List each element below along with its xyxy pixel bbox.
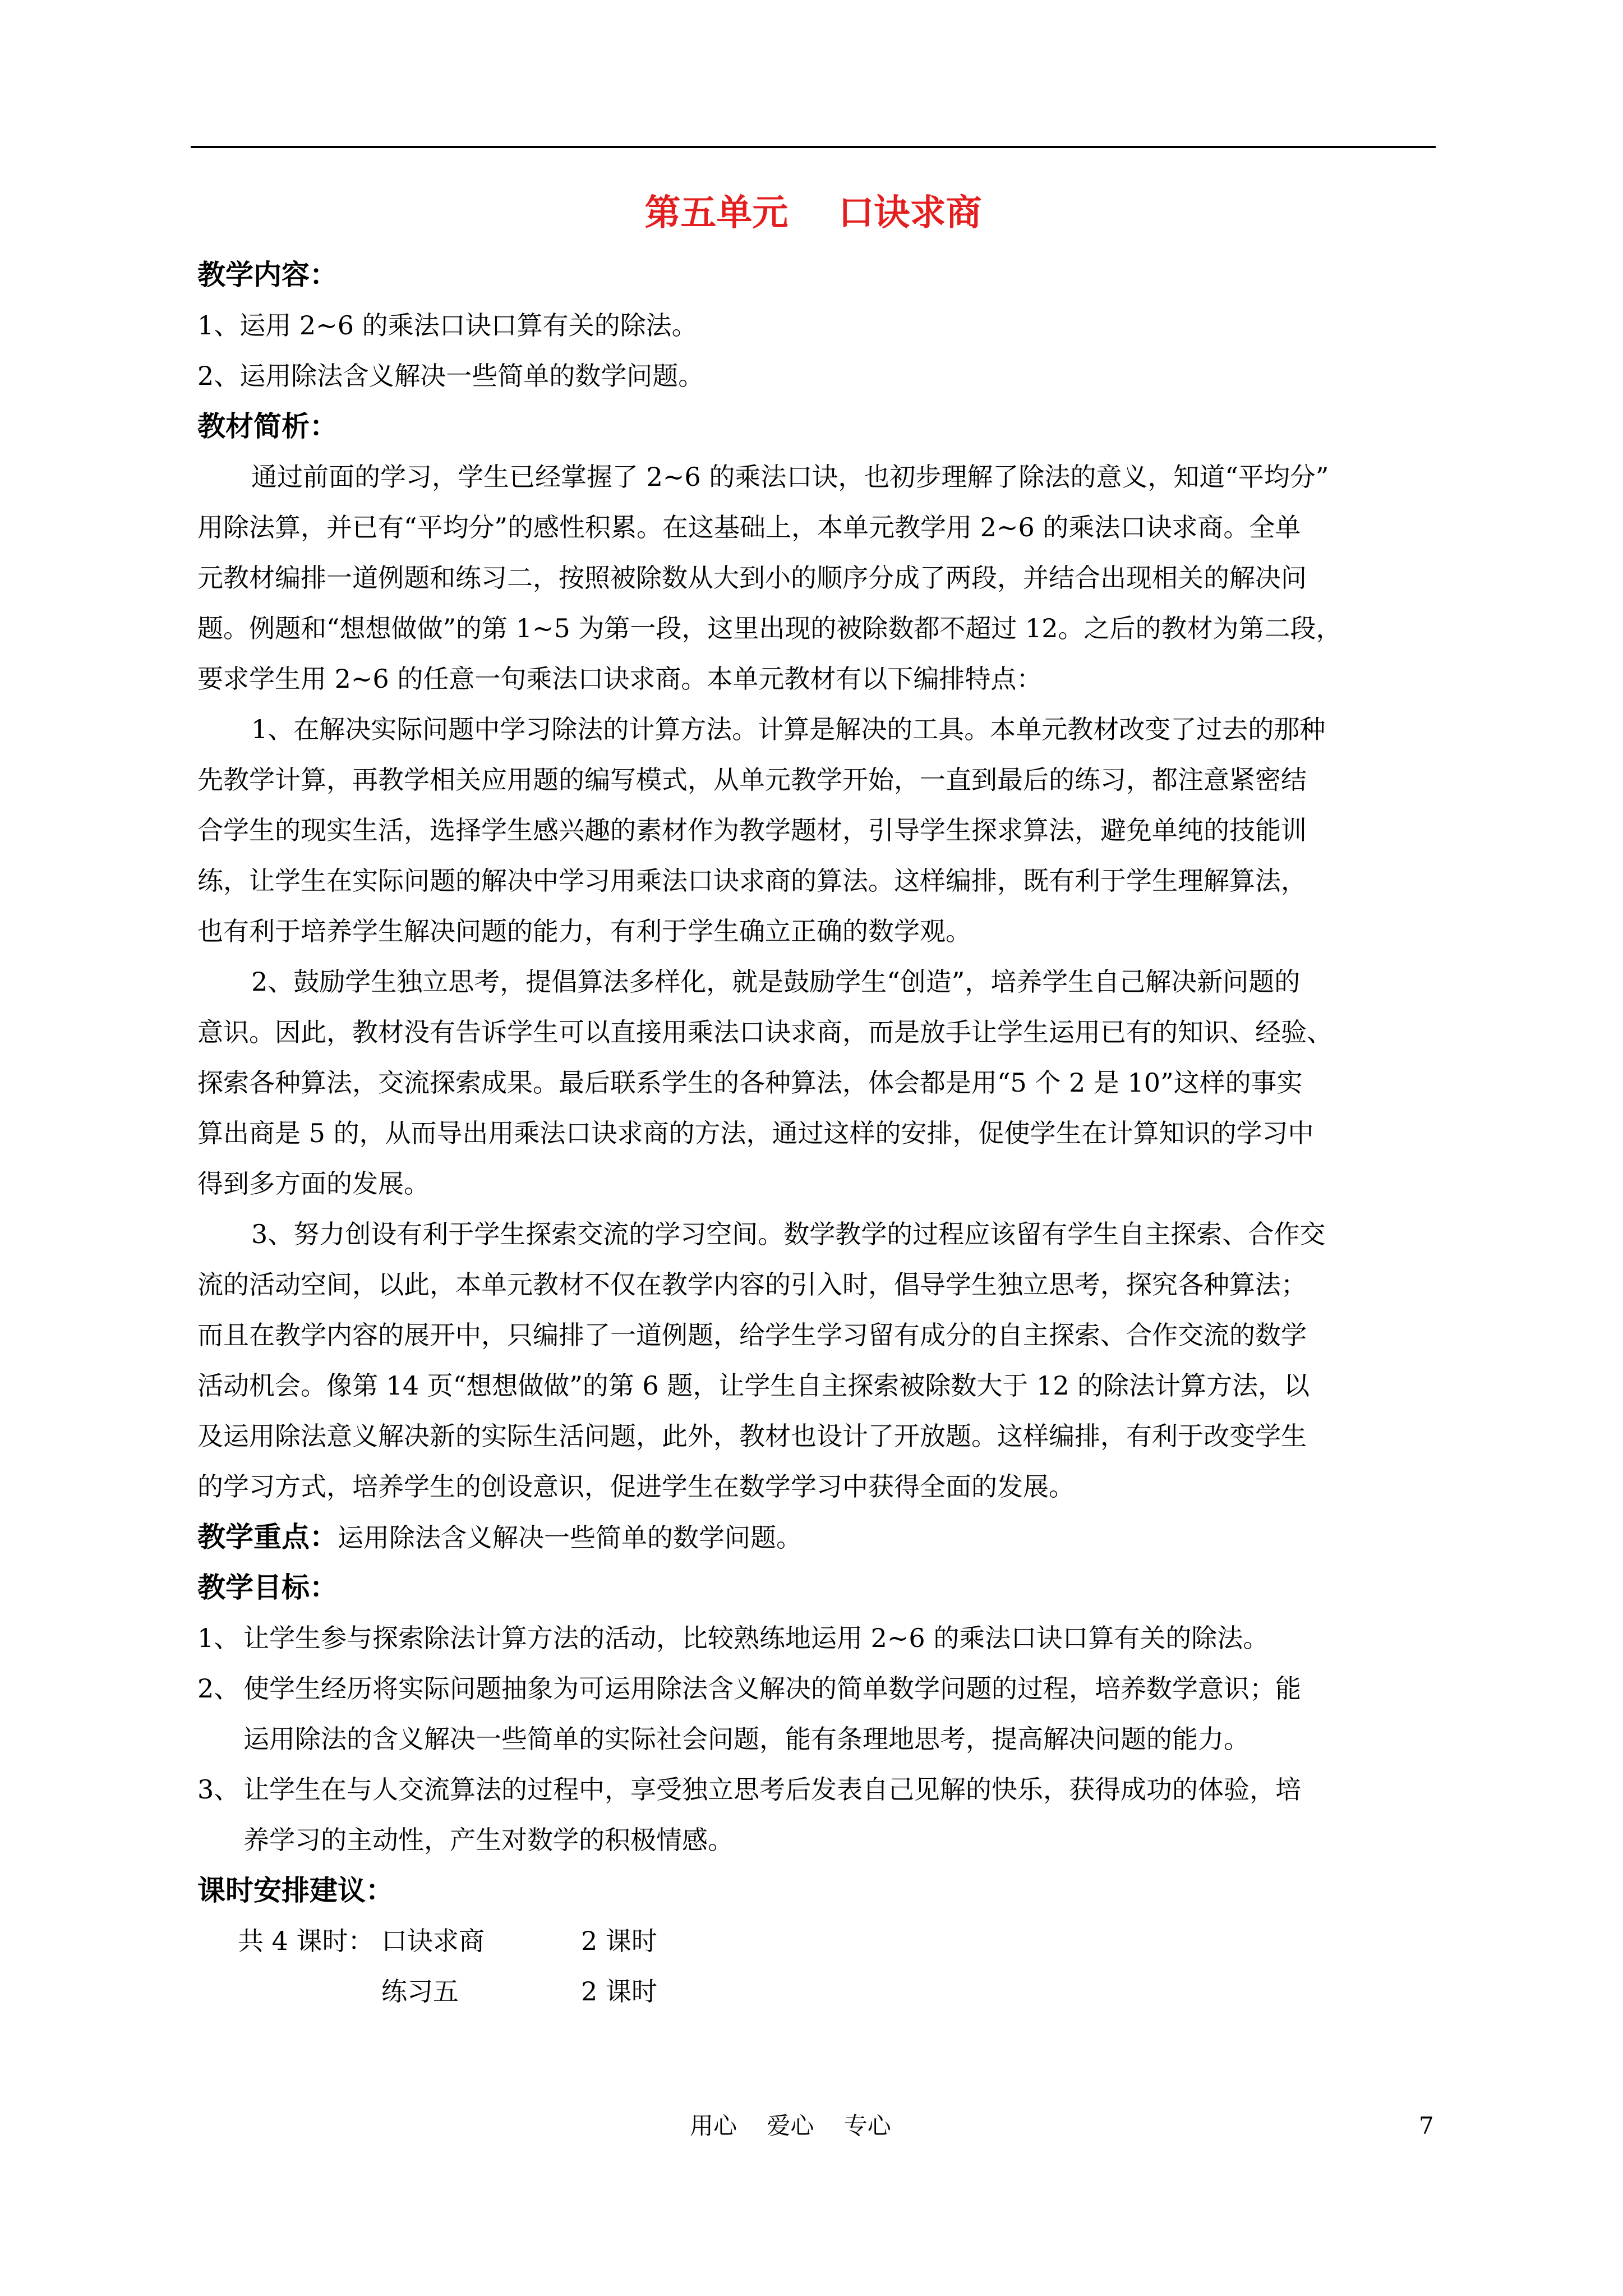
paragraph-line: 得到多方面的发展。: [197, 1168, 430, 1199]
paragraph-line: 意识。因此，教材没有告诉学生可以直接用乘法口诀求商，而是放手让学生运用已有的知识、经验、: [197, 1017, 1332, 1047]
schedule-item-name: 口诀求商: [381, 1926, 485, 1956]
paragraph-line: 练，让学生在实际问题的解决中学习用乘法口诀求商的算法。这样编排，既有利于学生理解算法，: [197, 866, 1307, 896]
list-item: [197, 1663, 1436, 1714]
section-heading: 教学重点：: [197, 1521, 338, 1553]
paragraph-line: 合学生的现实生活，选择学生感兴趣的素材作为教学题材，引导学生探求算法，避免单纯的技能训: [197, 815, 1307, 845]
list-text: 让学生参与探索除法计算方法的活动，比较熟练地运用 2~6 的乘法口诀口算有关的除法。: [243, 1623, 1269, 1653]
paragraph-line: 3、努力创设有利于学生探索交流的学习空间。数学教学的过程应该留有学生自主探索、合作交: [251, 1219, 1326, 1249]
list-text: 使学生经历将实际问题抽象为可运用除法含义解决的简单数学问题的过程，培养数学意识；能: [243, 1673, 1301, 1704]
section-teaching-focus: [197, 1512, 1436, 1562]
section-teaching-content: [197, 250, 1436, 401]
list-number: 3、: [197, 1774, 240, 1805]
paragraph-line: 用除法算，并已有“平均分”的感性积累。在这基础上，本单元教学用 2~6 的乘法口诀求商。全单: [197, 512, 1301, 542]
paragraph-line: 也有利于培养学生解决问题的能力，有利于学生确立正确的数学观。: [197, 916, 971, 946]
paragraph-line: 元教材编排一道例题和练习二，按照被除数从大到小的顺序分成了两段，并结合出现相关的解决问: [197, 563, 1307, 593]
paragraph-line: 而且在教学内容的展开中，只编排了一道例题，给学生学习留有成分的自主探索、合作交流的数学: [197, 1320, 1307, 1350]
list-item: [197, 1613, 1436, 1663]
footer-motto: 用心 爱心 专心: [690, 2112, 891, 2139]
schedule-item-hours: 2 课时: [581, 1976, 657, 2007]
section-heading: 教材简析：: [197, 410, 338, 443]
schedule-total: 共 4 课时：: [238, 1926, 374, 1956]
schedule-item-name: 练习五: [381, 1976, 459, 2007]
paragraph-line: 及运用除法意义解决新的实际生活问题，此外，教材也设计了开放题。这样编排，有利于改变学生: [197, 1421, 1307, 1451]
paragraph-line: 通过前面的学习，学生已经掌握了 2~6 的乘法口诀，也初步理解了除法的意义，知道“平均分”: [251, 462, 1329, 492]
paragraph-line: 1、在解决实际问题中学习除法的计算方法。计算是解决的工具。本单元教材改变了过去的那种: [251, 714, 1326, 744]
page-title: 第五单元 口诀求商: [644, 192, 982, 234]
list-item: 1、运用 2~6 的乘法口诀口算有关的除法。: [197, 310, 698, 341]
paragraph-line: 活动机会。像第 14 页“想想做做”的第 6 题，让学生自主探索被除数大于 12 的除法计算方法，以: [197, 1370, 1310, 1401]
page-number: 7: [1419, 2112, 1434, 2139]
section-teaching-goals: [197, 1562, 1436, 1865]
list-text-continued: 养学习的主动性，产生对数学的积极情感。: [243, 1825, 734, 1855]
section-heading: 教学目标：: [197, 1571, 338, 1604]
paragraph-line: 2、鼓励学生独立思考，提倡算法多样化，就是鼓励学生“创造”，培养学生自己解决新问题的: [251, 967, 1301, 997]
header-rule: [191, 146, 1436, 148]
section-heading: 教学内容：: [197, 259, 338, 291]
section-schedule: [197, 1865, 1436, 1916]
list-item: [197, 1764, 1436, 1815]
paragraph-line: 流的活动空间，以此，本单元教材不仅在教学内容的引入时，倡导学生独立思考，探究各种算法；: [197, 1269, 1307, 1300]
schedule-item-hours: 2 课时: [581, 1926, 657, 1956]
paragraph-line: 要求学生用 2~6 的任意一句乘法口诀求商。本单元教材有以下编排特点：: [197, 664, 1043, 694]
list-text: 让学生在与人交流算法的过程中，享受独立思考后发表自己见解的快乐，获得成功的体验，培: [243, 1774, 1301, 1805]
list-text-continued: 运用除法的含义解决一些简单的实际社会问题，能有条理地思考，提高解决问题的能力。: [243, 1724, 1249, 1754]
focus-text: 运用除法含义解决一些简单的数学问题。: [338, 1522, 802, 1553]
list-number: 1、: [197, 1623, 240, 1653]
list-item: 2、运用除法含义解决一些简单的数学问题。: [197, 361, 704, 391]
paragraph-line: 的学习方式，培养学生的创设意识，促进学生在数学学习中获得全面的发展。: [197, 1471, 1075, 1502]
paragraph-line: 题。例题和“想想做做”的第 1~5 为第一段，这里出现的被除数都不超过 12。之后的教材为第二段，: [197, 613, 1342, 643]
focus-line: [197, 1512, 1436, 1562]
list-number: 2、: [197, 1673, 240, 1704]
paragraph-line: 探索各种算法，交流探索成果。最后联系学生的各种算法，体会都是用“5 个 2 是 10”这样的事实: [197, 1068, 1303, 1098]
section-heading: 课时安排建议：: [197, 1874, 394, 1907]
paragraph-line: 先教学计算，再教学相关应用题的编写模式，从单元教学开始，一直到最后的练习，都注意紧密结: [197, 765, 1307, 795]
section-textbook-analysis: [197, 401, 1436, 1512]
paragraph-line: 算出商是 5 的，从而导出用乘法口诀求商的方法，通过这样的安排，促使学生在计算知识的学习中: [197, 1118, 1314, 1148]
